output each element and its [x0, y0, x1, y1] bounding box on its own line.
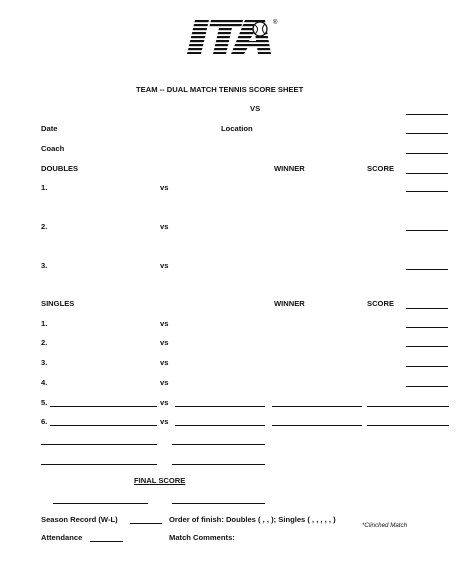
- singles-opponent-line[interactable]: [175, 425, 265, 426]
- coach-line[interactable]: [406, 153, 448, 154]
- singles-winner-line[interactable]: [272, 406, 362, 407]
- location-label: Location: [221, 124, 253, 133]
- extra-opponent-line[interactable]: [172, 444, 265, 445]
- doubles-row-number: 2.: [41, 222, 48, 231]
- extra-player-line[interactable]: [41, 464, 157, 465]
- singles-row-number: 6.: [41, 417, 48, 426]
- doubles-heading: DOUBLES: [41, 164, 79, 173]
- extra-opponent-line[interactable]: [172, 464, 265, 465]
- final-score-team-line[interactable]: [53, 503, 148, 504]
- final-score-opponent-line[interactable]: [172, 503, 265, 504]
- singles-row-vs: vs: [160, 358, 169, 367]
- season-record-line[interactable]: [130, 523, 162, 524]
- singles-score-line[interactable]: [406, 308, 448, 309]
- singles-winner-line[interactable]: [272, 425, 362, 426]
- singles-row-vs: vs: [160, 417, 169, 426]
- clinched-match-note: *Clinched Match: [362, 522, 408, 529]
- ita-logo: [185, 16, 279, 58]
- singles-row-score-line[interactable]: [406, 346, 448, 347]
- doubles-score-line[interactable]: [406, 173, 448, 174]
- order-of-finish-label: Order of finish: Doubles ( , , ); Singles ( , , , , , ): [169, 515, 336, 524]
- location-line[interactable]: [406, 133, 448, 134]
- singles-row-number: 4.: [41, 378, 48, 387]
- doubles-row-score-line[interactable]: [406, 191, 448, 192]
- singles-row-vs: vs: [160, 398, 169, 407]
- singles-score-line[interactable]: [367, 406, 449, 407]
- attendance-label: Attendance: [41, 533, 83, 542]
- coach-label: Coach: [41, 144, 65, 153]
- singles-heading: SINGLES: [41, 299, 75, 308]
- singles-row-score-line[interactable]: [406, 327, 448, 328]
- season-record-label: Season Record (W-L): [41, 515, 118, 524]
- singles-row-score-line[interactable]: [406, 386, 448, 387]
- doubles-row-number: 3.: [41, 261, 48, 270]
- doubles-winner-heading: WINNER: [274, 164, 305, 173]
- singles-row-number: 1.: [41, 319, 48, 328]
- extra-player-line[interactable]: [41, 444, 157, 445]
- opponent-line[interactable]: [406, 114, 448, 115]
- doubles-score-heading: SCORE: [367, 164, 395, 173]
- singles-score-line[interactable]: [367, 425, 449, 426]
- singles-row-number: 5.: [41, 398, 48, 407]
- date-label: Date: [41, 124, 58, 133]
- attendance-line[interactable]: [90, 541, 123, 542]
- doubles-row-vs: vs: [160, 222, 169, 231]
- singles-row-vs: vs: [160, 319, 169, 328]
- singles-row-vs: vs: [160, 378, 169, 387]
- singles-winner-heading: WINNER: [274, 299, 305, 308]
- match-comments-label: Match Comments:: [169, 533, 235, 542]
- singles-row-number: 3.: [41, 358, 48, 367]
- doubles-row-vs: vs: [160, 183, 169, 192]
- doubles-row-score-line[interactable]: [406, 230, 448, 231]
- singles-opponent-line[interactable]: [175, 406, 265, 407]
- header-vs: VS: [250, 104, 261, 113]
- singles-score-heading: SCORE: [367, 299, 395, 308]
- final-score-label: FINAL SCORE: [134, 476, 186, 485]
- doubles-row-score-line[interactable]: [406, 269, 448, 270]
- singles-row-score-line[interactable]: [406, 366, 448, 367]
- registered-mark: ®: [273, 20, 278, 26]
- singles-player-line[interactable]: [50, 425, 157, 426]
- singles-row-vs: vs: [160, 338, 169, 347]
- singles-row-number: 2.: [41, 338, 48, 347]
- doubles-row-number: 1.: [41, 183, 48, 192]
- singles-player-line[interactable]: [50, 406, 157, 407]
- sheet-title: TEAM -- DUAL MATCH TENNIS SCORE SHEET: [136, 85, 304, 94]
- doubles-row-vs: vs: [160, 261, 169, 270]
